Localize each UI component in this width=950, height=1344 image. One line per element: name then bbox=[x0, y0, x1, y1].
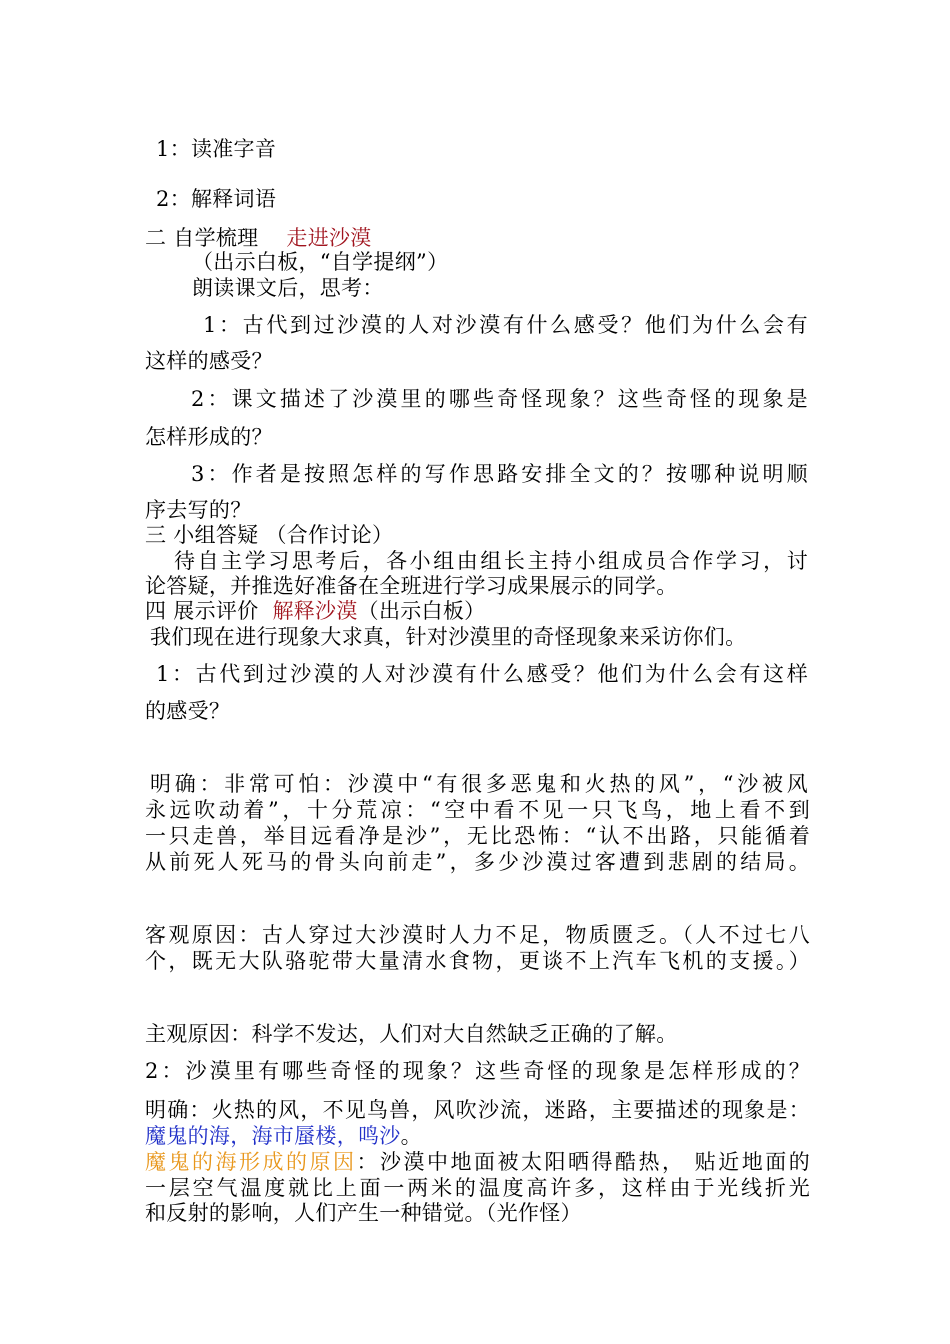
whiteboard-note: （出示白板，“自学提纲”） bbox=[192, 250, 449, 274]
section-presentation-topic: 解释沙漠 bbox=[272, 599, 358, 623]
section-self-study bbox=[145, 225, 810, 251]
objective-reason-line-2: 个，既无大队骆驼带大量清水食物，更谈不上汽车飞机的支援。） bbox=[145, 949, 810, 973]
reading-instruction: 朗读课文后，思考： bbox=[192, 276, 384, 300]
question-1-line-1: 1：古代到过沙漠的人对沙漠有什么感受？他们为什么会有 bbox=[203, 313, 808, 337]
answer-1-line-4: 从前死人死马的骨头向前走”，多少沙漠过客遭到悲剧的结局。 bbox=[145, 850, 810, 874]
group-qa-text-line-2: 论答疑，并推选好准备在全班进行学习成果展示的同学。 bbox=[145, 574, 678, 598]
section-self-study-title: 二 自学梳理 bbox=[145, 226, 259, 250]
section-presentation-title: 四 展示评价 bbox=[145, 599, 259, 623]
phenomena-list bbox=[145, 1123, 810, 1149]
answer-1-line-3: 一只走兽，举目远看净是沙”，无比恐怖：“认不出路，只能循着 bbox=[145, 824, 810, 848]
discussion-question-2: 2：沙漠里有哪些奇怪的现象？这些奇怪的现象是怎样形成的？ bbox=[145, 1059, 810, 1083]
phenomenon-mirage-singing-sand: 海市蜃楼，鸣沙 bbox=[251, 1124, 401, 1148]
discussion-question-1-line-1: 1：古代到过沙漠的人对沙漠有什么感受？他们为什么会有这样 bbox=[156, 662, 808, 686]
answer-2-line-1: 明确：火热的风，不见鸟兽，风吹沙流，迷路，主要描述的现象是： bbox=[145, 1098, 810, 1122]
section-presentation-note: （出示白板） bbox=[357, 599, 486, 623]
devil-sea-cause-line-1 bbox=[145, 1149, 810, 1175]
answer-1-line-2: 永远吹动着”，十分荒凉：“空中看不见一只飞鸟，地上看不到 bbox=[145, 798, 810, 822]
answer-1-line-1: 明确：非常可怕：沙漠中“有很多恶鬼和火热的风”，“沙被风 bbox=[150, 772, 808, 796]
phenomenon-devil-sea: 魔鬼的海， bbox=[145, 1124, 252, 1148]
devil-sea-cause-line-3: 和反射的影响，人们产生一种错觉。（光作怪） bbox=[145, 1201, 582, 1225]
item-read-pronunciation: 1：读准字音 bbox=[156, 137, 277, 161]
devil-sea-cause-label: 魔鬼的海形成的原因 bbox=[145, 1150, 357, 1174]
devil-sea-cause-line-2: 一层空气温度就比上面一两米的温度高许多，这样由于光线折光 bbox=[145, 1176, 810, 1200]
subjective-reason: 主观原因：科学不发达，人们对大自然缺乏正确的了解。 bbox=[145, 1022, 678, 1046]
question-3-line-1: 3：作者是按照怎样的写作思路安排全文的？按哪种说明顺 bbox=[191, 462, 808, 486]
interview-intro: 我们现在进行现象大求真，针对沙漠里的奇怪现象来采访你们。 bbox=[150, 625, 747, 649]
objective-reason-line-1: 客观原因：古人穿过大沙漠时人力不足，物质匮乏。（人不过七八 bbox=[145, 923, 810, 947]
phenomena-list-end: 。 bbox=[400, 1124, 422, 1148]
discussion-question-1-line-2: 的感受？ bbox=[145, 699, 231, 723]
question-2-line-2: 怎样形成的？ bbox=[145, 425, 273, 449]
item-explain-words: 2：解释词语 bbox=[156, 187, 277, 211]
question-3-line-2: 序去写的？ bbox=[145, 498, 252, 522]
section-self-study-topic: 走进沙漠 bbox=[286, 226, 372, 250]
question-2-line-1: 2：课文描述了沙漠里的哪些奇怪现象？这些奇怪的现象是 bbox=[191, 387, 808, 411]
section-group-qa: 三 小组答疑 （合作讨论） bbox=[145, 523, 394, 547]
section-presentation bbox=[145, 598, 810, 624]
devil-sea-cause-text: ：沙漠中地面被太阳晒得酷热， 贴近地面的 bbox=[356, 1150, 810, 1174]
question-1-line-2: 这样的感受？ bbox=[145, 349, 273, 373]
group-qa-text-line-1: 待自主学习思考后，各小组由组长主持小组成员合作学习，讨 bbox=[174, 549, 808, 573]
